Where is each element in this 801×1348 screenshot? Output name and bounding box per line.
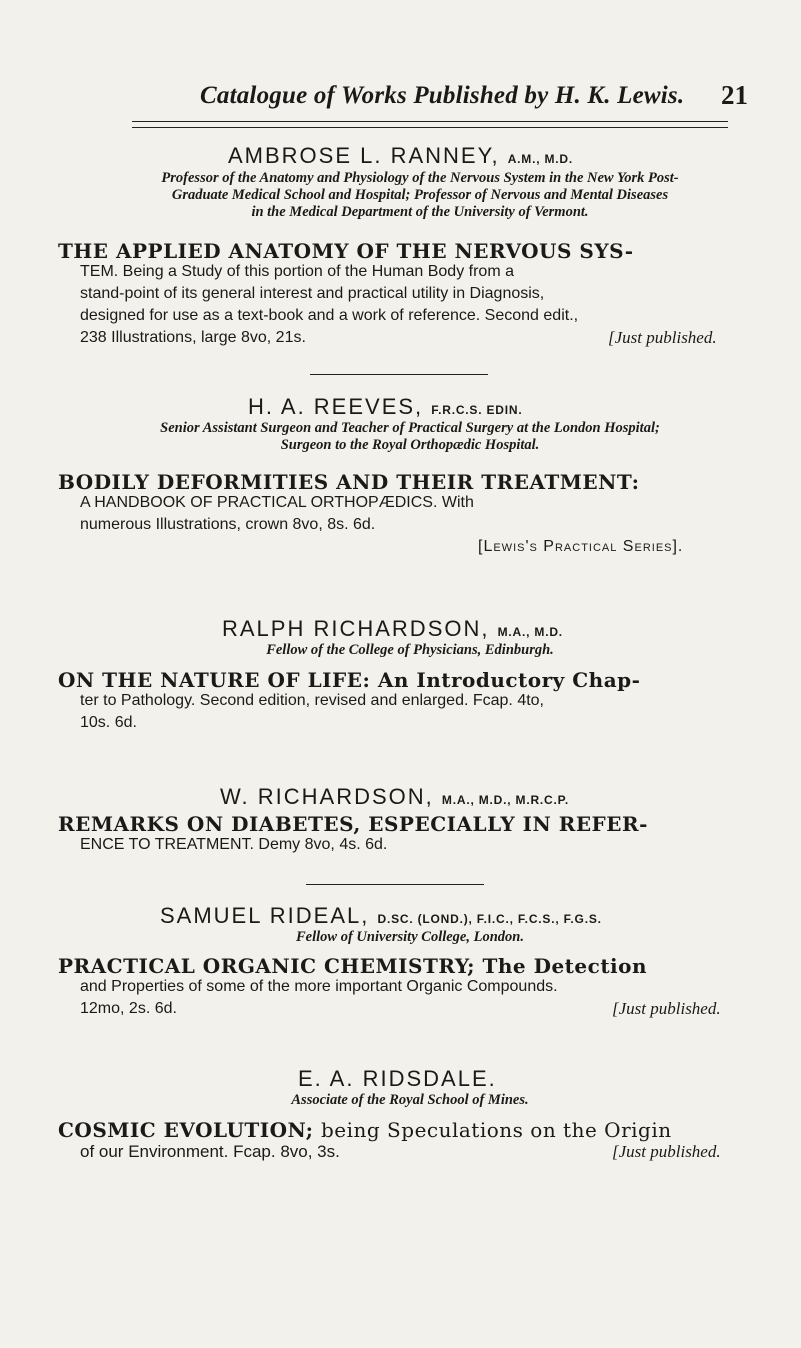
book-title: BODILY DEFORMITIES AND THEIR TREATMENT: (58, 470, 640, 494)
author-name (220, 784, 569, 810)
book-description: ter to Pathology. Second edition, revised and enlarged. Fcap. 4to, (80, 692, 544, 709)
book-description: 10s. 6d. (80, 714, 137, 731)
publication-note: [Just published. (612, 999, 721, 1018)
author-name (248, 394, 523, 420)
author-text: RALPH RICHARDSON, (222, 616, 490, 641)
book-title: REMARKS ON DIABETES, ESPECIALLY IN REFER- (58, 812, 648, 836)
author-name (298, 1066, 497, 1092)
affiliation-line: Associate of the Royal School of Mines. (291, 1092, 529, 1108)
author-affiliation (180, 1092, 640, 1109)
running-title: Catalogue of Works Published by H. K. Lewis. (200, 82, 685, 109)
page-number: 21 (721, 80, 748, 110)
book-title (58, 954, 647, 978)
book-title-main: ON THE NATURE OF LIFE: (58, 668, 371, 692)
section-rule (306, 884, 484, 885)
header-rule (132, 121, 728, 128)
author-affiliation (60, 420, 760, 454)
book-description: of our Environment. Fcap. 8vo, 3s. (80, 1142, 340, 1161)
author-text: E. A. RIDSDALE. (298, 1066, 497, 1091)
series-note: [Lewis's Practical Series]. (478, 538, 684, 555)
book-title-main: PRACTICAL ORGANIC CHEMISTRY; (58, 954, 476, 978)
book-title (58, 668, 640, 692)
book-description: A HANDBOOK OF PRACTICAL ORTHOPÆDICS. With (80, 494, 474, 511)
author-degrees: D.SC. (LOND.), F.I.C., F.C.S., F.G.S. (377, 912, 602, 926)
publication-note: [Just published. (608, 328, 717, 347)
publication-note: [Just published. (612, 1142, 721, 1161)
author-degrees: M.A., M.D. (497, 625, 563, 639)
book-title-subtitle: The Detection (482, 954, 648, 978)
book-title-subtitle: An Introductory Chap- (377, 668, 641, 692)
affiliation-line: in the Medical Department of the University of Vermont. (251, 204, 589, 220)
book-description: stand-point of its general interest and practical utility in Diagnosis, (80, 285, 545, 302)
affiliation-line: Professor of the Anatomy and Physiology of the Nervous System in the New York Post- (161, 170, 679, 186)
author-affiliation (90, 170, 750, 221)
book-description: numerous Illustrations, crown 8vo, 8s. 6d. (80, 516, 376, 533)
affiliation-line: Senior Assistant Surgeon and Teacher of Practical Surgery at the London Hospital; (160, 420, 660, 436)
book-description: 238 Illustrations, large 8vo, 21s. (80, 329, 306, 346)
affiliation-line: Fellow of University College, London. (296, 929, 524, 945)
book-title: THE APPLIED ANATOMY OF THE NERVOUS SYS- (58, 239, 634, 263)
author-text: SAMUEL RIDEAL, (160, 903, 370, 928)
affiliation-line: Graduate Medical School and Hospital; Professor of Nervous and Mental Diseases (171, 187, 669, 203)
author-degrees: F.R.C.S. EDIN. (431, 403, 523, 417)
book-description: designed for use as a text-book and a work of reference. Second edit., (80, 307, 579, 324)
section-rule (310, 374, 488, 375)
author-name (228, 143, 573, 169)
author-name (160, 903, 602, 929)
author-text: AMBROSE L. RANNEY, (228, 143, 500, 168)
book-title-subtitle: being Speculations on the Origin (320, 1118, 672, 1142)
book-title-main: COSMIC EVOLUTION; (58, 1118, 314, 1142)
book-title (58, 1118, 672, 1142)
book-description: 12mo, 2s. 6d. (80, 1000, 177, 1017)
page-header (200, 78, 748, 114)
author-text: W. RICHARDSON, (220, 784, 434, 809)
author-affiliation (140, 642, 680, 659)
author-name (222, 616, 563, 642)
book-description: and Properties of some of the more important Organic Compounds. (80, 978, 558, 995)
author-degrees: M.A., M.D., M.R.C.P. (441, 793, 570, 807)
affiliation-line: Surgeon to the Royal Orthopædic Hospital. (280, 437, 540, 453)
author-text: H. A. REEVES, (248, 394, 424, 419)
book-description: ENCE TO TREATMENT. Demy 8vo, 4s. 6d. (80, 836, 388, 853)
author-affiliation (200, 929, 620, 946)
affiliation-line: Fellow of the College of Physicians, Edinburgh. (266, 642, 554, 658)
author-degrees: A.M., M.D. (507, 152, 574, 166)
book-description: TEM. Being a Study of this portion of the Human Body from a (80, 263, 514, 280)
